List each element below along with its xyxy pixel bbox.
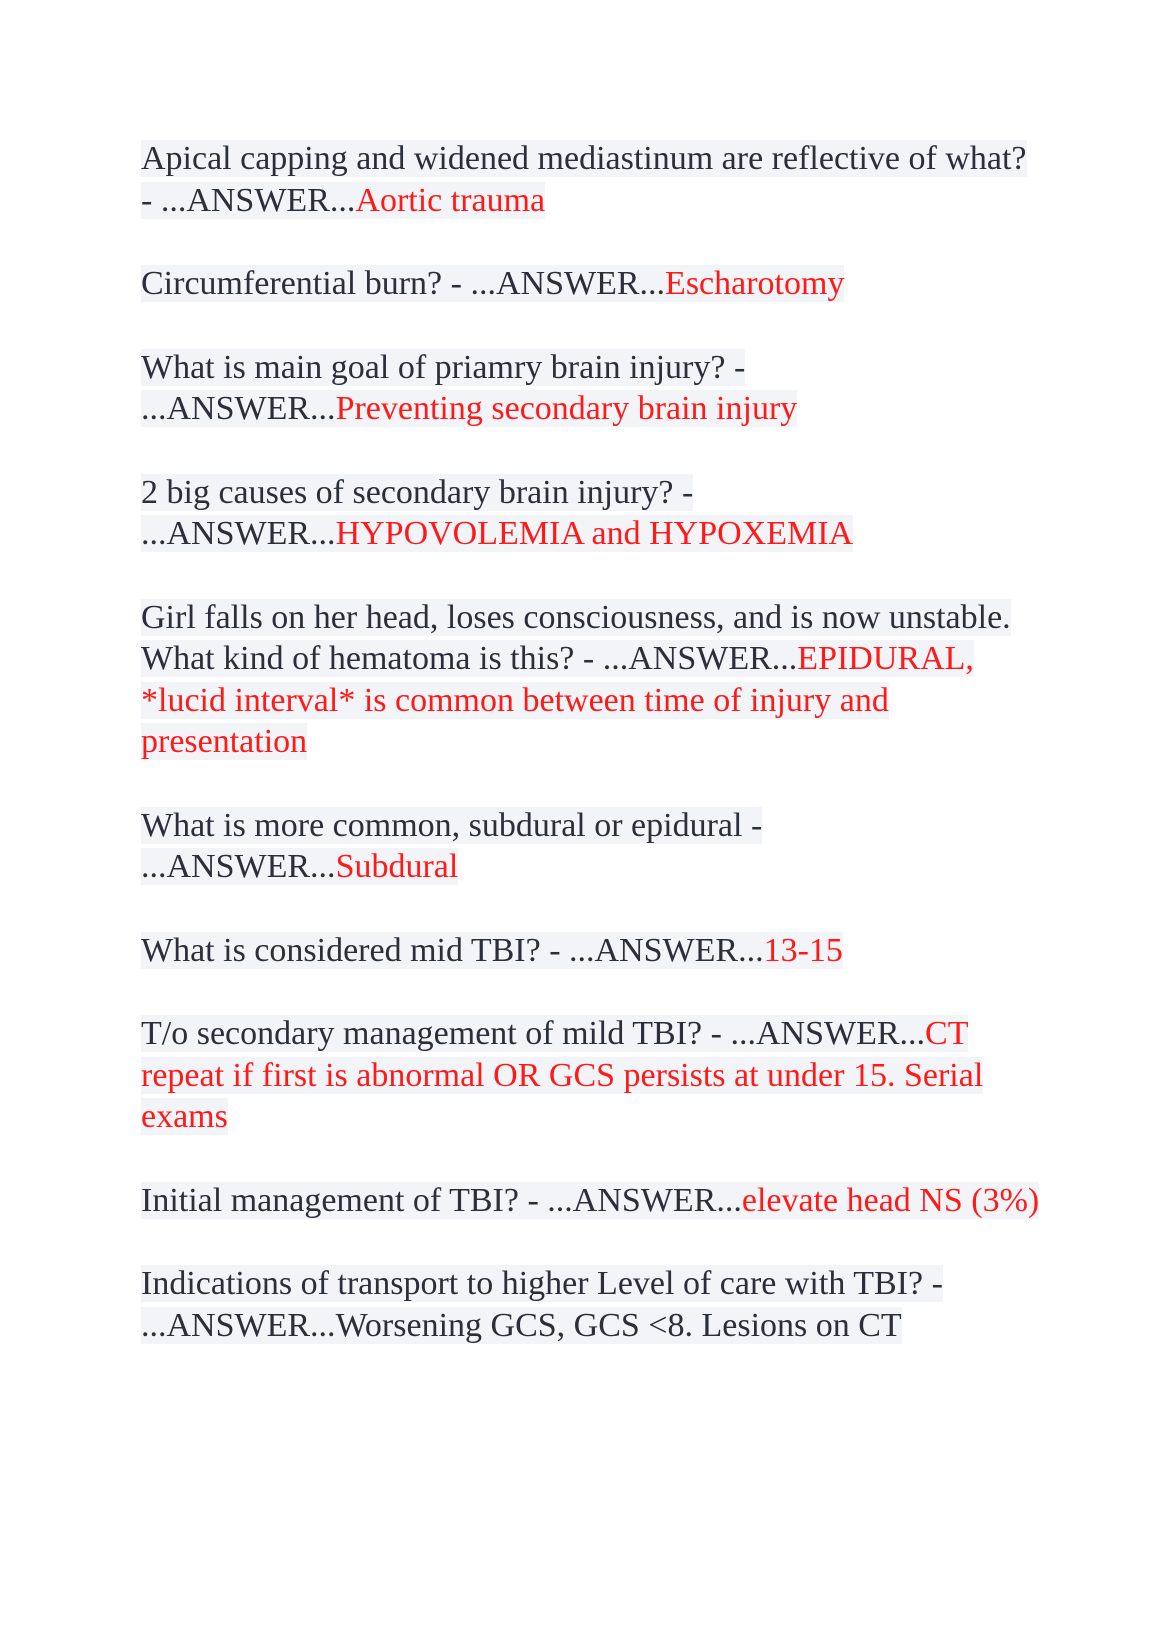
question-text: Initial management of TBI? xyxy=(141,1181,519,1219)
answer-text: Preventing secondary brain injury xyxy=(335,390,798,427)
question-text: What is main goal of priamry brain injury? xyxy=(141,348,726,386)
answer-marker: - ...ANSWER... xyxy=(141,806,763,885)
qa-highlight xyxy=(141,1265,943,1344)
qa-item-1 xyxy=(141,138,1041,221)
qa-item-3 xyxy=(141,347,1041,430)
qa-item-10 xyxy=(141,1263,1041,1346)
answer-text: Subdural xyxy=(335,848,459,885)
answer-text-plain: Worsening GCS, GCS <8. Lesions on CT xyxy=(335,1306,902,1344)
question-text: Indications of transport to higher Level of care with TBI? xyxy=(141,1265,924,1302)
question-text: T/o secondary management of mild TBI? xyxy=(141,1015,703,1052)
answer-marker: - ...ANSWER... xyxy=(540,931,764,969)
answer-marker: - ...ANSWER... xyxy=(141,473,694,552)
question-text: Apical capping and widened mediastinum are reflective of what? xyxy=(141,140,1027,177)
question-text: What is more common, subdural or epidural xyxy=(141,806,743,844)
answer-text: Escharotomy xyxy=(665,265,845,302)
answer-marker: - ...ANSWER... xyxy=(442,265,666,302)
qa-highlight xyxy=(141,265,844,302)
qa-item-6 xyxy=(141,805,1041,888)
answer-marker: - ...ANSWER... xyxy=(518,1181,742,1219)
qa-highlight xyxy=(141,1015,983,1135)
document-page xyxy=(141,138,1041,1388)
question-text: What is considered mid TBI? xyxy=(141,931,541,969)
answer-marker: - ...ANSWER... xyxy=(141,1265,943,1344)
answer-text: HYPOVOLEMIA and HYPOXEMIA xyxy=(335,515,854,552)
qa-highlight xyxy=(141,474,853,553)
question-text: Circumferential burn? xyxy=(141,265,443,302)
answer-marker: - ...ANSWER... xyxy=(141,181,356,219)
qa-highlight xyxy=(141,140,1027,219)
question-text: Girl falls on her head, loses consciousness, and is now unstable. What kind of hematoma is this? xyxy=(141,598,1011,677)
qa-highlight xyxy=(141,349,797,428)
qa-highlight xyxy=(141,932,843,969)
answer-marker: - ...ANSWER... xyxy=(141,348,746,427)
qa-highlight xyxy=(141,1182,1039,1219)
qa-item-8 xyxy=(141,1013,1041,1138)
answer-text: elevate head NS (3%) xyxy=(741,1181,1040,1219)
answer-text: 13-15 xyxy=(763,931,843,969)
answer-text: CT repeat if first is abnormal OR GCS persists at under 15. Serial exams xyxy=(141,1015,984,1135)
answer-marker: - ...ANSWER... xyxy=(702,1015,926,1052)
answer-text: EPIDURAL, *lucid interval* is common between time of injury and presentation xyxy=(141,640,974,760)
qa-item-5 xyxy=(141,597,1041,763)
answer-marker: - ...ANSWER... xyxy=(574,640,798,677)
qa-item-2 xyxy=(141,263,1041,305)
qa-highlight xyxy=(141,599,1011,761)
qa-item-9 xyxy=(141,1180,1041,1222)
answer-text: Aortic trauma xyxy=(355,181,546,219)
question-text: 2 big causes of secondary brain injury? xyxy=(141,473,674,511)
qa-item-7 xyxy=(141,930,1041,972)
qa-highlight xyxy=(141,807,762,886)
qa-item-4 xyxy=(141,472,1041,555)
